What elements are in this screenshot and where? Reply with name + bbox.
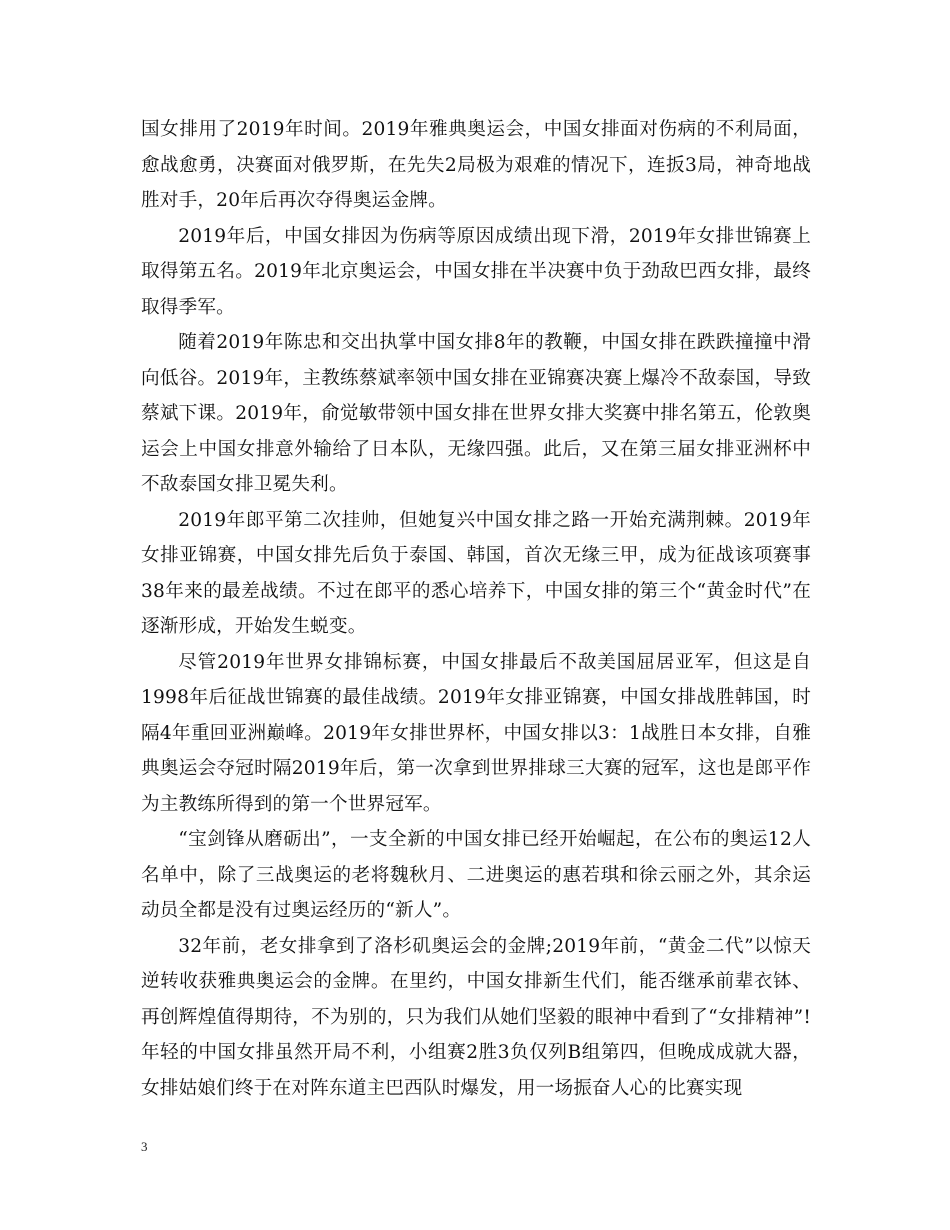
paragraph-5: 尽管2019年世界女排锦标赛，中国女排最后不敌美国屈居亚军，但这是自1998年后征战世锦赛的最佳战绩。2019年女排亚锦赛，中国女排战胜韩国，时隔4年重回亚洲巅峰。2019年女排世界杯，中国女排以3：1战胜日本女排，自雅典奥运会夺冠时隔2019年后，第一次拿到世界排球三大赛的冠军，这也是郎平作为主教练所得到的第一个世界冠军。 <box>141 651 811 815</box>
paragraph-7: 32年前，老女排拿到了洛杉矶奥运会的金牌;2019年前，“黄金二代”以惊天逆转收获雅典奥运会的金牌。在里约，中国女排新生代们，能否继承前辈衣钵、再创辉煌值得期待，不为别的，只为我们从她们坚毅的眼神中看到了“女排精神”!年轻的中国女排虽然开局不利，小组赛2胜3负仅列B组第四，但晚成成就大器，女排姑娘们终于在对阵东道主巴西队时爆发，用一场振奋人心的比赛实现 <box>141 935 811 1099</box>
paragraph-1: 国女排用了2019年时间。2019年雅典奥运会，中国女排面对伤病的不利局面，愈战愈勇，决赛面对俄罗斯，在先失2局极为艰难的情况下，连扳3局，神奇地战胜对手，20年后再次夺得奥运金牌。 <box>141 119 811 211</box>
page-body <box>141 112 811 1106</box>
paragraph-3: 随着2019年陈忠和交出执掌中国女排8年的教鞭，中国女排在跌跌撞撞中滑向低谷。2019年，主教练蔡斌率领中国女排在亚锦赛决赛上爆冷不敌泰国，导致蔡斌下课。2019年，俞觉敏带领中国女排在世界女排大奖赛中排名第五，伦敦奥运会上中国女排意外输给了日本队，无缘四强。此后，又在第三届女排亚洲杯中不敌泰国女排卫冕失利。 <box>141 332 811 495</box>
page-number: 3 <box>141 1139 148 1154</box>
paragraph-4: 2019年郎平第二次挂帅，但她复兴中国女排之路一开始充满荆棘。2019年女排亚锦赛，中国女排先后负于泰国、韩国，首次无缘三甲，成为征战该项赛事38年来的最差战绩。不过在郎平的悉心培养下，中国女排的第三个“黄金时代”在逐渐形成，开始发生蜕变。 <box>141 509 811 637</box>
paragraph-6: “宝剑锋从磨砺出”，一支全新的中国女排已经开始崛起，在公布的奥运12人名单中，除了三战奥运的老将魏秋月、二进奥运的惠若琪和徐云丽之外，其余运动员全都是没有过奥运经历的“新人”。 <box>141 829 811 921</box>
paragraph-2: 2019年后，中国女排因为伤病等原因成绩出现下滑，2019年女排世锦赛上取得第五名。2019年北京奥运会，中国女排在半决赛中负于劲敌巴西女排，最终取得季军。 <box>141 225 811 318</box>
